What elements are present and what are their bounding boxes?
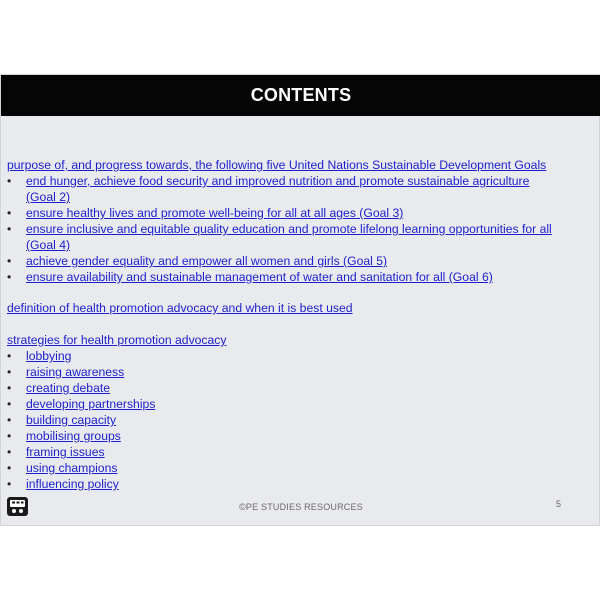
bullet-icon: •	[7, 381, 12, 395]
sdg-item-link[interactable]: ensure availability and sustainable management of water and sanitation for all (Goal 6)	[26, 270, 493, 284]
bullet-icon: •	[7, 349, 12, 363]
definition-heading[interactable]	[7, 300, 353, 316]
strategies-heading-link[interactable]: strategies for health promotion advocacy	[7, 333, 227, 347]
sdg-item-goal-6[interactable]	[26, 269, 493, 285]
strategy-item-lobbying[interactable]	[26, 348, 71, 364]
strategy-link[interactable]: building capacity	[26, 413, 117, 427]
sdg-item-goal-4-cont[interactable]	[26, 237, 70, 253]
sdg-item-link[interactable]: achieve gender equality and empower all women and girls (Goal 5)	[26, 254, 388, 268]
sdg-item-goal-5[interactable]	[26, 253, 387, 269]
strategy-item-influencing-policy[interactable]	[26, 476, 119, 492]
sdg-item-goal-2[interactable]	[26, 173, 529, 189]
footer-copyright: ©PE STUDIES RESOURCES	[239, 502, 363, 512]
bullet-icon: •	[7, 429, 12, 443]
strategy-link[interactable]: mobilising groups	[26, 429, 121, 443]
sdg-item-link[interactable]: (Goal 2)	[26, 190, 71, 204]
strategy-item-creating-debate[interactable]	[26, 380, 110, 396]
sdg-item-link[interactable]: ensure healthy lives and promote well-being for all at all ages (Goal 3)	[26, 206, 404, 220]
strategy-item-developing-partnerships[interactable]	[26, 396, 155, 412]
bullet-icon: •	[7, 254, 12, 268]
bullet-icon: •	[7, 365, 12, 379]
bullet-icon: •	[7, 477, 12, 491]
title-bar	[1, 75, 600, 116]
sdg-item-link[interactable]: ensure inclusive and equitable quality education and promote lifelong learning opportunities for all	[26, 222, 552, 236]
bullet-icon: •	[7, 397, 12, 411]
bullet-icon: •	[7, 206, 12, 220]
definition-heading-link[interactable]: definition of health promotion advocacy and when it is best used	[7, 301, 353, 315]
strategy-link[interactable]: raising awareness	[26, 365, 125, 379]
strategy-link[interactable]: using champions	[26, 461, 118, 475]
bullet-icon: •	[7, 461, 12, 475]
strategy-item-building-capacity[interactable]	[26, 412, 116, 428]
bullet-icon: •	[7, 445, 12, 459]
strategy-item-raising-awareness[interactable]	[26, 364, 124, 380]
slide	[0, 74, 600, 526]
sdg-item-goal-2-cont[interactable]	[26, 189, 70, 205]
strategy-link[interactable]: influencing policy	[26, 477, 119, 491]
strategy-item-framing-issues[interactable]	[26, 444, 105, 460]
strategy-link[interactable]: developing partnerships	[26, 397, 156, 411]
sdg-heading-link[interactable]: purpose of, and progress towards, the following five United Nations Sustainable Development Goals	[7, 158, 547, 172]
bullet-icon: •	[7, 222, 12, 236]
sdg-heading[interactable]	[7, 157, 546, 173]
sdg-item-goal-4[interactable]	[26, 221, 552, 237]
page-number: 5	[555, 499, 561, 509]
sdg-item-goal-3[interactable]	[26, 205, 403, 221]
strategy-link[interactable]: framing issues	[26, 445, 105, 459]
strategy-item-mobilising-groups[interactable]	[26, 428, 121, 444]
strategy-link[interactable]: creating debate	[26, 381, 111, 395]
bullet-icon: •	[7, 270, 12, 284]
strategies-heading[interactable]	[7, 332, 227, 348]
strategy-link[interactable]: lobbying	[26, 349, 72, 363]
sdg-item-link[interactable]: end hunger, achieve food security and improved nutrition and promote sustainable agriculture	[26, 174, 530, 188]
sdg-item-link[interactable]: (Goal 4)	[26, 238, 71, 252]
slide-title: CONTENTS	[250, 85, 352, 105]
strategy-item-using-champions[interactable]	[26, 460, 117, 476]
bullet-icon: •	[7, 174, 12, 188]
bullet-icon: •	[7, 413, 12, 427]
